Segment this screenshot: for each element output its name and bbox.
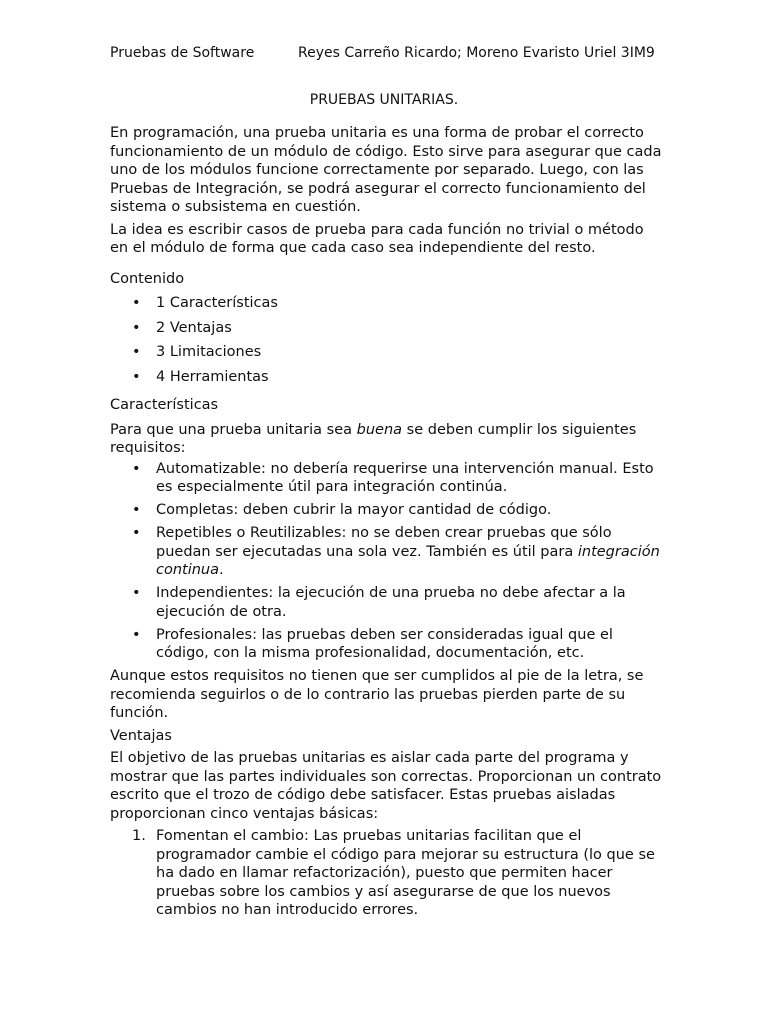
ventajas-intro: El objetivo de las pruebas unitarias es aislar cada parte del programa y mostrar que las partes individuales son correctas. Proporcionan un contrato escrito que el trozo de código debe satisfacer. Estas pruebas aisladas proporcionan cinco ventajas básicas: [110, 750, 662, 822]
intro-paragraph: En programación, una prueba unitaria es una forma de probar el correcto funcionamiento de un módulo de código. Esto sirve para asegurar que cada uno de los módulos funcione correctamente por separado. Luego, con las Pruebas de Integración, se podrá asegurar el correcto funcionamiento del sistema o subsistema en cuestión. [110, 125, 662, 215]
header-authors: Reyes Carreño Ricardo; Moreno Evaristo Uriel 3IM9 [298, 45, 655, 61]
bullet-icon: • [132, 626, 141, 643]
requirement-item: • Completas: deben cubrir la mayor cantidad de código. [132, 502, 552, 518]
bullet-icon: • [132, 585, 141, 601]
toc-item: • 1 Características [132, 295, 278, 311]
section-heading-caracteristicas: Características [110, 397, 219, 413]
toc-list [110, 294, 662, 392]
advantage-item: 1. Fomentan el cambio: Las pruebas unitarias facilitan que el programador cambie el código para mejorar su estructura (lo que se ha dado en llamar refactorización), puesto que permiten hacer pruebas sobre los cambios y así asegurarse de que los nuevos cambios no han introducido errores. [132, 828, 655, 918]
bullet-icon: • [132, 525, 141, 541]
bullet-icon: • [132, 295, 141, 311]
bullet-icon: • [132, 368, 141, 385]
requirement-item: • Repetibles o Reutilizables: no se deben crear pruebas que sólo puedan ser ejecutadas una sola vez. También es útil para integración continua. [132, 525, 660, 578]
caracteristicas-closing: Aunque estos requisitos no tienen que ser cumplidos al pie de la letra, se recomienda seguirlos o de lo contrario las pruebas pierden parte de su función. [110, 668, 644, 721]
requirement-item: • Profesionales: las pruebas deben ser consideradas igual que el código, con la misma profesionalidad, documentación, etc. [132, 626, 613, 661]
section-heading-ventajas: Ventajas [110, 727, 172, 744]
bullet-icon: • [132, 460, 141, 477]
header-course: Pruebas de Software [110, 45, 255, 61]
requirement-item: • Independientes: la ejecución de una prueba no debe afectar a la ejecución de otra. [132, 585, 626, 620]
requirement-item: • Automatizable: no debería requerirse una intervención manual. Esto es especialmente útil para integración continúa. [132, 460, 654, 495]
bullet-icon: • [132, 344, 141, 360]
toc-item: • 4 Herramientas [132, 368, 269, 385]
document-title: PRUEBAS UNITARIAS. [309, 92, 459, 108]
requirements-list [110, 460, 662, 663]
document-body [110, 124, 662, 920]
toc-item: • 3 Limitaciones [132, 344, 262, 360]
advantages-list [110, 827, 662, 920]
bullet-icon: • [132, 502, 141, 518]
intro-paragraph: La idea es escribir casos de prueba para cada función no trivial o método en el módulo de forma que cada caso sea independiente del resto. [110, 221, 644, 256]
toc-heading: Contenido [110, 270, 185, 287]
caracteristicas-intro: Para que una prueba unitaria sea buena se deben cumplir los siguientes requisitos: [110, 421, 637, 456]
toc-item: • 2 Ventajas [132, 319, 232, 336]
bullet-icon: • [132, 319, 141, 336]
